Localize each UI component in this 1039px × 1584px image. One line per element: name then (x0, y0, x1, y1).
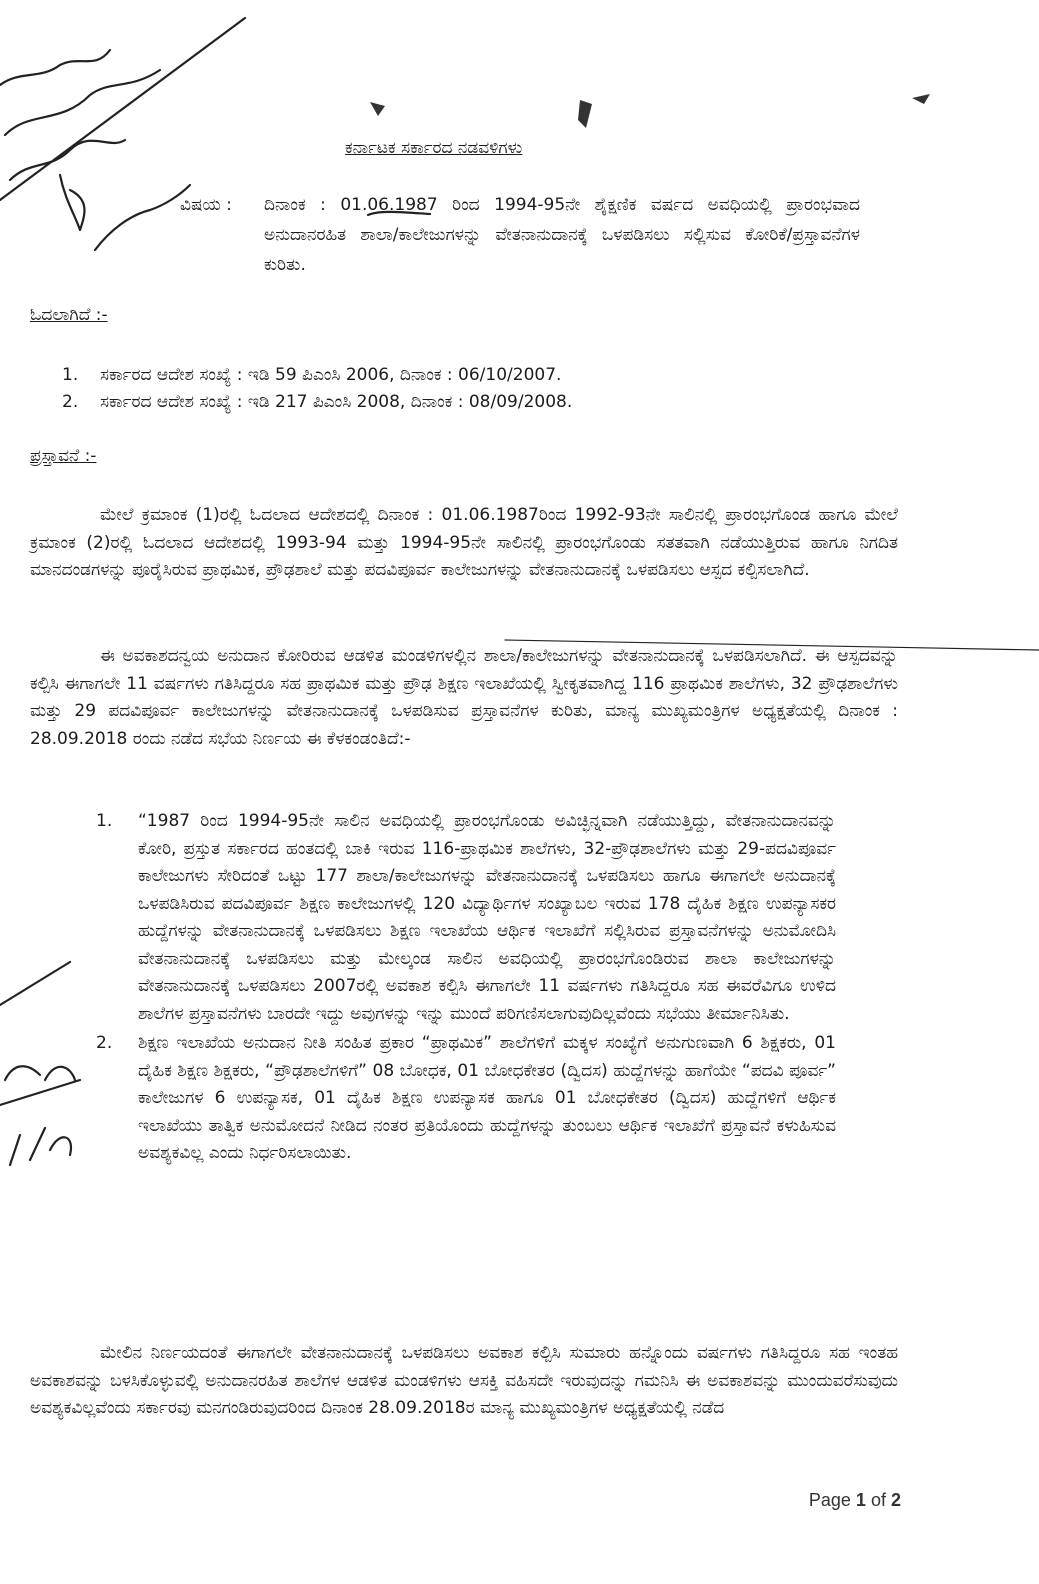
preamble-paragraph-1: ಮೇಲೆ ಕ್ರಮಾಂಕ (1)ರಲ್ಲಿ ಓದಲಾದ ಆದೇಶದಲ್ಲಿ ದಿನಾಂಕ : 01.06.1987ರಿಂದ 1992-93ನೇ ಸಾಲಿನಲ್ಲಿ ಪ್ರಾರಂಭಗೊಂಡ ಹಾಗೂ ಮೇಲೆ ಕ್ರಮಾಂಕ (2)ರಲ್ಲಿ ಓದಲಾದ ಆದೇಶದಲ್ಲಿ 1993-94 ಮತ್ತು 1994-95ನೇ ಸಾಲಿನಲ್ಲಿ ಪ್ರಾರಂಭಗೊಂಡು ಸತತವಾಗಿ ನಡೆಯುತ್ತಿರುವ ಹಾಗೂ ನಿಗದಿತ ಮಾನದಂಡಗಳನ್ನು ಪೂರೈಸಿರುವ ಪ್ರಾಥಮಿಕ, ಪ್ರೌಢಶಾಲೆ ಮತ್ತು ಪದವಿಪೂರ್ವ ಕಾಲೇಜುಗಳನ್ನು ವೇತನಾನುದಾನಕ್ಕೆ ಒಳಪಡಿಸಲು ಆಸ್ಪದ ಕಲ್ಪಿಸಲಾಗಿದೆ. (30, 505, 898, 580)
scan-mark-2 (578, 100, 592, 128)
of-word: of (870, 1490, 886, 1510)
page-number (809, 1490, 901, 1511)
list-item (96, 1030, 836, 1168)
preamble-paragraph-2: ಈ ಅವಕಾಶದನ್ವಯ ಅನುದಾನ ಕೋರಿರುವ ಆಡಳಿತ ಮಂಡಳಿಗಳಲ್ಲಿನ ಶಾಲಾ/ಕಾಲೇಜುಗಳನ್ನು ವೇತನಾನುದಾನಕ್ಕೆ ಒಳಪಡಿಸಲಾಗಿದೆ. ಈ ಆಸ್ಪದವನ್ನು ಕಲ್ಪಿಸಿ ಈಗಾಗಲೇ 11 ವರ್ಷಗಳು ಗತಿಸಿದ್ದರೂ ಸಹ ಪ್ರಾಥಮಿಕ ಮತ್ತು ಪ್ರೌಢ ಶಿಕ್ಷಣ ಇಲಾಖೆಯಲ್ಲಿ ಸ್ವೀಕೃತವಾಗಿದ್ದ 116 ಪ್ರಾಥಮಿಕ ಶಾಲೆಗಳು, 32 ಪ್ರೌಢಶಾಲೆಗಳು ಮತ್ತು 29 ಪದವಿಪೂರ್ವ ಕಾಲೇಜುಗಳನ್ನು ವೇತನಾನುದಾನಕ್ಕೆ ಒಳಪಡಿಸುವ ಪ್ರಸ್ತಾವನೆಗಳ ಕುರಿತು, ಮಾನ್ಯ ಮುಖ್ಯಮಂತ್ರಿಗಳ ಅಧ್ಯಕ್ಷತೆಯಲ್ಲಿ ದಿನಾಂಕ : 28.09.2018 ರಂದು ನಡೆದ ಸಭೆಯ ನಿರ್ಣಯ ಈ ಕೆಳಕಂಡಂತಿದೆ:- (30, 646, 898, 749)
decision-text: ಶಿಕ್ಷಣ ಇಲಾಖೆಯ ಅನುದಾನ ನೀತಿ ಸಂಹಿತ ಪ್ರಕಾರ “ಪ್ರಾಥಮಿಕ” ಶಾಲೆಗಳಿಗೆ ಮಕ್ಕಳ ಸಂಖ್ಯೆಗೆ ಅನುಗುಣವಾಗಿ 6 ಶಿಕ್ಷಕರು, 01 ದೈಹಿಕ ಶಿಕ್ಷಣ ಶಿಕ್ಷಕರು, “ಪ್ರೌಢಶಾಲೆಗಳಿಗೆ” 08 ಬೋಧಕ, 01 ಬೋಧಕೇತರ (ದ್ವಿದಸ) ಹುದ್ದೆಗಳನ್ನು ಹಾಗೆಯೇ “ಪದವಿ ಪೂರ್ವ” ಕಾಲೇಜುಗಳ 6 ಉಪನ್ಯಾಸಕ, 01 ದೈಹಿಕ ಶಿಕ್ಷಣ ಉಪನ್ಯಾಸಕ ಹಾಗೂ 01 ಬೋಧಕೇತರ (ದ್ವಿದಸ) ಹುದ್ದೆಗಳಿಗೆ ಆರ್ಥಿಕ ಇಲಾಖೆಯು ತಾತ್ವಿಕ ಅನುಮೋದನೆ ನೀಡಿದ ನಂತರ ಪ್ರತಿಯೊಂದು ಹುದ್ದೆಗಳನ್ನು ತುಂಬಲು ಆರ್ಥಿಕ ಇಲಾಖೆಗೆ ಪ್ರಸ್ತಾವನೆ ಕಳುಹಿಸುವ ಅವಶ್ಯಕವಿಲ್ಲ ಎಂದು ನಿರ್ಧರಿಸಲಾಯಿತು. (138, 1033, 836, 1163)
page-title: ಕರ್ನಾಟಕ ಸರ್ಕಾರದ ನಡವಳಿಗಳು (345, 138, 523, 158)
decision-text: “1987 ರಿಂದ 1994-95ನೇ ಸಾಲಿನ ಅವಧಿಯಲ್ಲಿ ಪ್ರಾರಂಭಗೊಂಡು ಅವಿಚ್ಛಿನ್ನವಾಗಿ ನಡೆಯುತ್ತಿದ್ದು, ವೇತನಾನುದಾನವನ್ನು ಕೋರಿ, ಪ್ರಸ್ತುತ ಸರ್ಕಾರದ ಹಂತದಲ್ಲಿ ಬಾಕಿ ಇರುವ 116-ಪ್ರಾಥಮಿಕ ಶಾಲೆಗಳು, 32-ಪ್ರೌಢಶಾಲೆಗಳು ಮತ್ತು 29-ಪದವಿಪೂರ್ವ ಕಾಲೇಜುಗಳು ಸೇರಿದಂತೆ ಒಟ್ಟು 177 ಶಾಲಾ/ಕಾಲೇಜುಗಳನ್ನು ವೇತನಾನುದಾನಕ್ಕೆ ಒಳಪಡಿಸಲು ಹಾಗೂ ಈಗಾಗಲೇ ಅನುದಾನಕ್ಕೆ ಒಳಪಡಿಸಿರುವ ಪದವಿಪೂರ್ವ ಶಿಕ್ಷಣ ಕಾಲೇಜುಗಳಲ್ಲಿ 120 ವಿದ್ಯಾರ್ಥಿಗಳ ಸಂಖ್ಯಾಬಲ ಇರುವ 178 ದೈಹಿಕ ಶಿಕ್ಷಣ ಉಪನ್ಯಾಸಕರ ಹುದ್ದೆಗಳನ್ನು ವೇತನಾನುದಾನಕ್ಕೆ ಒಳಪಡಿಸಲು ಶಿಕ್ಷಣ ಇಲಾಖೆಯ ಆರ್ಥಿಕ ಇಲಾಖೆಗೆ ಸಲ್ಲಿಸಿರುವ ಪ್ರಸ್ತಾವನೆಗಳನ್ನು ಅನುಮೋದಿಸಿ ವೇತನಾನುದಾನಕ್ಕೆ ಒಳಪಡಿಸಲು ಮತ್ತು ಮೇಲ್ಕಂಡ ಸಾಲಿನ ಅವಧಿಯಲ್ಲಿ ಪ್ರಾರಂಭಗೊಂಡಿರುವ ಶಾಲಾ ಕಾಲೇಜುಗಳನ್ನು ವೇತನಾನುದಾನಕ್ಕೆ ಒಳಪಡಿಸಲು 2007ರಲ್ಲಿ ಅವಕಾಶ ಕಲ್ಪಿಸಿ ಈಗಾಗಲೇ 11 ವರ್ಷಗಳು ಗತಿಸಿದ್ದರೂ ಸಹ ಈವರೆವಿಗೂ ಉಳಿದ ಶಾಲೆಗಳ ಪ್ರಸ್ತಾವನೆಗಳು ಬಾರದೇ ಇದ್ದು ಅವುಗಳನ್ನು ಇನ್ನು ಮುಂದೆ ಪರಿಗಣಿಸಲಾಗುವುದಿಲ್ಲವೆಂದು ಸಭೆಯು ತೀರ್ಮಾನಿಸಿತು. (138, 811, 836, 1024)
preamble-heading: ಪ್ರಸ್ತಾವನೆ :- (30, 446, 97, 466)
handwritten-date-note (95, 185, 190, 250)
reference-number: 1. (62, 365, 79, 385)
subject-block (180, 190, 860, 280)
handwritten-long-slash (0, 18, 245, 200)
handwritten-margin-line (0, 1080, 80, 1105)
reference-text: ಸರ್ಕಾರದ ಆದೇಶ ಸಂಖ್ಯೆ : ಇಡಿ 217 ಪಿಎಂಸಿ 2008, ದಿನಾಂಕ : 08/09/2008. (100, 392, 573, 412)
handwritten-signature (60, 175, 84, 230)
decision-number: 1. (96, 811, 113, 831)
decision-list (96, 808, 836, 1170)
list-item (62, 389, 822, 416)
read-heading: ಓದಲಾಗಿದೆ :- (30, 305, 108, 325)
closing-paragraph: ಮೇಲಿನ ನಿರ್ಣಯದಂತೆ ಈಗಾಗಲೇ ವೇತನಾನುದಾನಕ್ಕೆ ಒಳಪಡಿಸಲು ಅವಕಾಶ ಕಲ್ಪಿಸಿ ಸುಮಾರು ಹನ್ನೊಂದು ವರ್ಷಗಳು ಗತಿಸಿದ್ದರೂ ಸಹ ಇಂತಹ ಅವಕಾಶವನ್ನು ಬಳಸಿಕೊಳ್ಳುವಲ್ಲಿ ಅನುದಾನರಹಿತ ಶಾಲೆಗಳ ಆಡಳಿತ ಮಂಡಳಿಗಳು ಆಸಕ್ತಿ ವಹಿಸದೇ ಇರುವುದನ್ನು ಗಮನಿಸಿ ಈ ಅವಕಾಶವನ್ನು ಮುಂದುವರೆಸುವುದು ಅವಶ್ಯಕವಿಲ್ಲವೆಂದು ಸರ್ಕಾರವು ಮನಗಂಡಿರುವುದರಿಂದ ದಿನಾಂಕ 28.09.2018ರ ಮಾನ್ಯ ಮುಖ್ಯಮಂತ್ರಿಗಳ ಅಧ್ಯಕ್ಷತೆಯಲ್ಲಿ ನಡೆದ (30, 1343, 898, 1418)
page-current: 1 (855, 1490, 866, 1510)
handwritten-margin-slash (0, 962, 70, 1005)
list-item (96, 808, 836, 1028)
scan-mark-3 (912, 94, 930, 104)
page-word: Page (808, 1490, 851, 1510)
reference-number: 2. (62, 392, 79, 412)
reference-text: ಸರ್ಕಾರದ ಆದೇಶ ಸಂಖ್ಯೆ : ಇಡಿ 59 ಪಿಎಂಸಿ 2006, ದಿನಾಂಕ : 06/10/2007. (100, 365, 562, 385)
subject-text: ದಿನಾಂಕ : 01.06.1987 ರಿಂದ 1994-95ನೇ ಶೈಕ್ಷಣಿಕ ವರ್ಷದ ಅವಧಿಯಲ್ಲಿ ಪ್ರಾರಂಭವಾದ ಅನುದಾನರಹಿತ ಶಾಲಾ/ಕಾಲೇಜುಗಳನ್ನು ವೇತನಾನುದಾನಕ್ಕೆ ಒಳಪಡಿಸಲು ಸಲ್ಲಿಸುವ ಕೋರಿಕೆ/ಪ್ರಸ್ತಾವನೆಗಳ ಕುರಿತು. (264, 195, 860, 275)
subject-label: ವಿಷಯ : (180, 195, 232, 215)
decision-number: 2. (96, 1033, 113, 1053)
list-item (62, 362, 822, 389)
page-total: 2 (890, 1490, 901, 1510)
reference-list (62, 362, 822, 416)
handwritten-note-line-2 (5, 70, 160, 135)
scan-mark-1 (370, 102, 385, 116)
handwritten-note-line-1 (0, 50, 110, 85)
handwritten-note-line-3 (10, 140, 125, 180)
handwritten-margin-fraction (10, 1128, 71, 1165)
handwritten-margin-number (5, 1066, 75, 1080)
